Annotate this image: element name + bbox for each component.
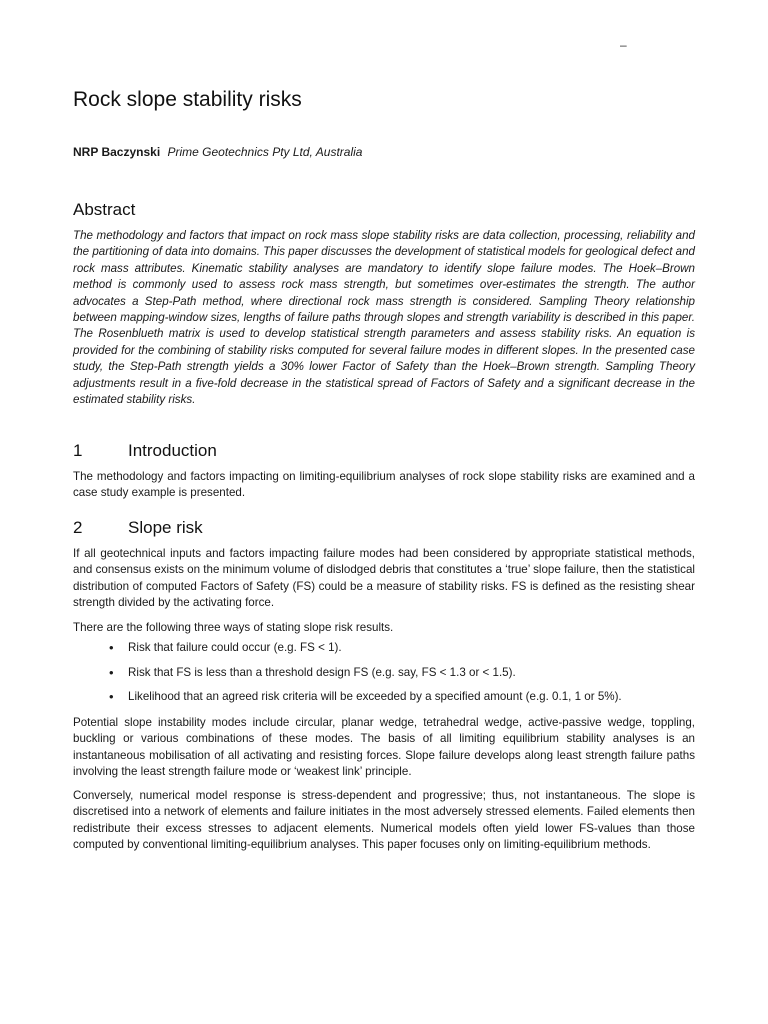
section-title: Slope risk bbox=[128, 518, 203, 537]
section-heading-slope-risk bbox=[73, 518, 203, 538]
intro-paragraph: The methodology and factors impacting on limiting-equilibrium analyses of rock slope stability risks are examined and a case study example is presented. bbox=[73, 470, 695, 500]
abstract-heading: Abstract bbox=[73, 200, 136, 219]
section-number: 1 bbox=[73, 441, 83, 460]
page-mark: – bbox=[620, 38, 627, 52]
bullet-icon: • bbox=[109, 640, 114, 655]
bullet-icon: • bbox=[109, 664, 114, 680]
author-line bbox=[73, 145, 362, 159]
paper-title: Rock slope stability risks bbox=[73, 88, 302, 111]
list-item: • Risk that failure could occur (e.g. FS < 1). bbox=[109, 640, 342, 655]
author-name: NRP Baczynski bbox=[73, 145, 161, 159]
risk-list bbox=[73, 640, 695, 714]
section-heading-introduction bbox=[73, 441, 217, 461]
slope-risk-paragraph-1: If all geotechnical inputs and factors impacting failure modes had been considered by appropriate statistical methods, and consensus exists on the minimum volume of dislodged debris that constitutes a ‘true’ slope failure, then the statistical distribution of computed Factors of Safety (FS) could be a measure of stability risks. FS is defined as the resisting shear strength divided by the activating force. bbox=[73, 547, 695, 610]
author-affiliation: Prime Geotechnics Pty Ltd, Australia bbox=[167, 145, 363, 159]
section-number: 2 bbox=[73, 518, 83, 537]
slope-risk-paragraph-3: Potential slope instability modes include circular, planar wedge, tetrahedral wedge, active-passive wedge, toppling, buckling or various combinations of these modes. The basis of all limiting equilibrium stability analyses is an instantaneous mobilisation of all activating and resisting forces. Slope failure develops along least strength failure paths involving the least strength failure mode or ‘weakest link’ principle. bbox=[73, 716, 695, 779]
list-item: • Likelihood that an agreed risk criteria will be exceeded by a specified amount (e.g. 0.1, 1 or 5%). bbox=[109, 689, 622, 704]
abstract-text: The methodology and factors that impact on rock mass slope stability risks are data collection, processing, reliability and the partitioning of data into domains. This paper discusses the development of statistical models for geological defect and rock mass attributes. Kinematic stability analyses are mandatory to identify slope failure modes. The Hoek–Brown method is commonly used to assess rock mass strength, but sometimes over-estimates the strength. The author advocates a Step-Path method, where directional rock mass strength is considered. Sampling Theory relationship between mapping-window sizes, lengths of failure paths through slopes and strength variability is described in this paper. The Rosenblueth matrix is used to develop statistical strength parameters and assess stability risks. An equation is provided for the combining of stability risks computed for several failure modes in different slopes. In the presented case study, the Step-Path strength yields a 30% lower Factor of Safety than the Hoek–Brown strength. Sampling Theory adjustments result in a five-fold decrease in the statistical spread of Factors of Safety and a significant decrease in the estimated stability risks. bbox=[73, 229, 695, 407]
section-title: Introduction bbox=[128, 441, 217, 460]
slope-risk-paragraph-4: Conversely, numerical model response is stress-dependent and progressive; thus, not instantaneous. The slope is discretised into a network of elements and failure initiates in the most adversely stressed elements. Failed elements then redistribute their excess stresses to adjacent elements. Numerical models often yield lower FS-values than those computed by conventional limiting-equilibrium analyses. This paper focuses only on limiting-equilibrium methods. bbox=[73, 789, 695, 852]
slope-risk-paragraph-2: There are the following three ways of stating slope risk results. bbox=[73, 621, 394, 634]
bullet-icon: • bbox=[109, 689, 114, 704]
list-item: • Risk that FS is less than a threshold design FS (e.g. say, FS < 1.3 or < 1.5). bbox=[109, 664, 516, 680]
